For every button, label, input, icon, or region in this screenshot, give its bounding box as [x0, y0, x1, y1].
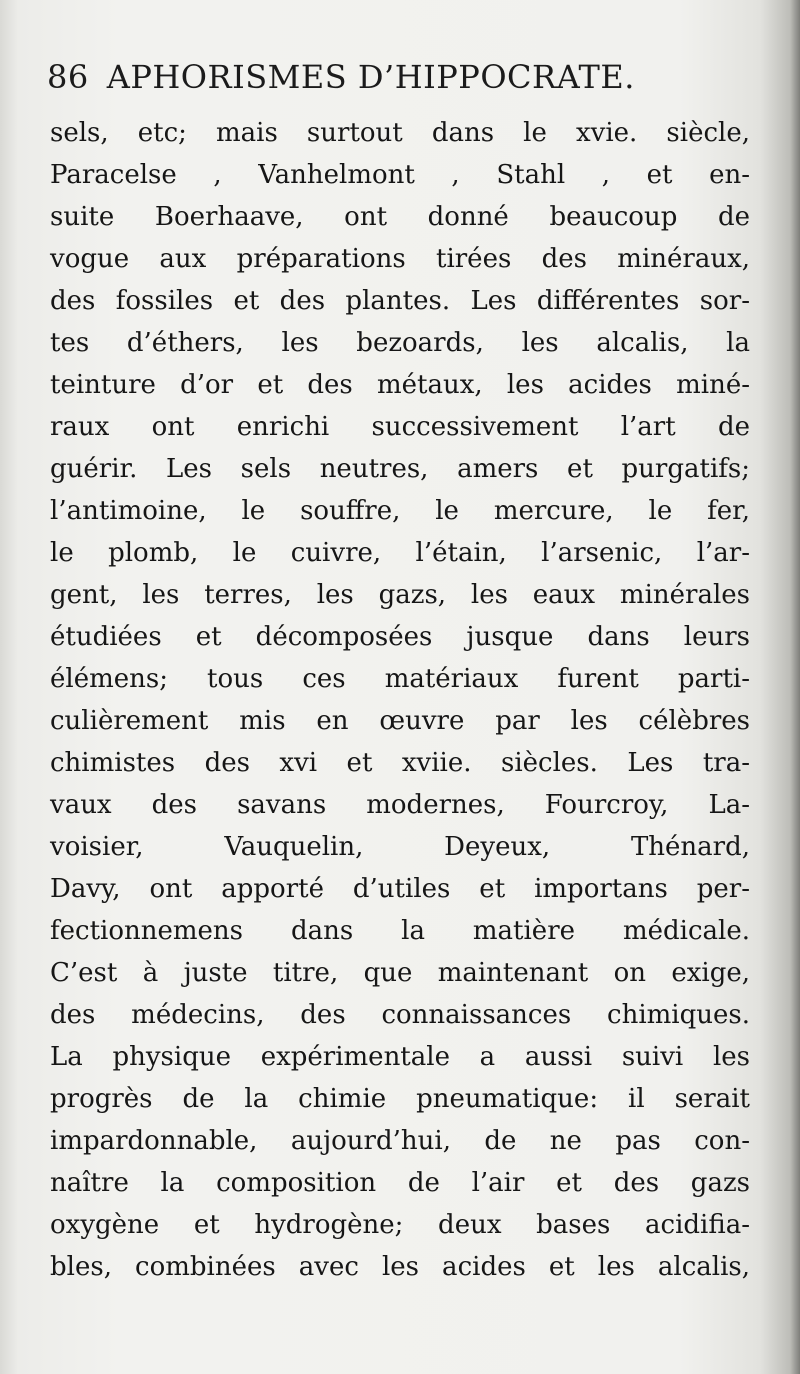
text-line: suite Boerhaave, ont donné beaucoup de	[50, 202, 750, 232]
running-title: APHORISMES D’HIPPOCRATE.	[106, 58, 635, 96]
text-line: teinture d’or et des métaux, les acides miné-	[50, 370, 750, 400]
text-line: progrès de la chimie pneumatique: il serait	[50, 1084, 750, 1114]
text-line: C’est à juste titre, que maintenant on exige,	[50, 958, 750, 988]
text-line: Davy, ont apporté d’utiles et importans per-	[50, 874, 750, 904]
body-text	[50, 112, 750, 1288]
text-line: fectionnemens dans la matière médicale.	[50, 916, 750, 946]
page-number: 86	[47, 58, 89, 96]
text-line: guérir. Les sels neutres, amers et purgatifs;	[50, 454, 750, 484]
running-header	[47, 58, 635, 96]
text-line: raux ont enrichi successivement l’art de	[50, 412, 750, 442]
text-line: naître la composition de l’air et des gazs	[50, 1168, 750, 1198]
text-line: gent, les terres, les gazs, les eaux minérales	[50, 580, 750, 610]
text-line: tes d’éthers, les bezoards, les alcalis, la	[50, 328, 750, 358]
text-line: des médecins, des connaissances chimiques.	[50, 1000, 750, 1030]
text-line: sels, etc; mais surtout dans le xvie. siècle,	[50, 118, 750, 148]
text-line: La physique expérimentale a aussi suivi les	[50, 1042, 750, 1072]
text-line: vogue aux préparations tirées des minéraux,	[50, 244, 750, 274]
text-line: des fossiles et des plantes. Les différentes sor-	[50, 286, 750, 316]
text-line: oxygène et hydrogène; deux bases acidifia-	[50, 1210, 750, 1240]
text-line: culièrement mis en œuvre par les célèbres	[50, 706, 750, 736]
text-line: vaux des savans modernes, Fourcroy, La-	[50, 790, 750, 820]
text-line: élémens; tous ces matériaux furent parti-	[50, 664, 750, 694]
text-line: bles, combinées avec les acides et les alcalis,	[50, 1252, 750, 1282]
text-line: étudiées et décomposées jusque dans leurs	[50, 622, 750, 652]
text-line: l’antimoine, le souffre, le mercure, le fer,	[50, 496, 750, 526]
text-line: le plomb, le cuivre, l’étain, l’arsenic, l’ar-	[50, 538, 750, 568]
text-line: voisier, Vauquelin, Deyeux, Thénard,	[50, 832, 750, 862]
text-line: impardonnable, aujourd’hui, de ne pas con-	[50, 1126, 750, 1156]
text-line: Paracelse , Vanhelmont , Stahl , et en-	[50, 160, 750, 190]
text-line: chimistes des xvi et xviie. siècles. Les tra-	[50, 748, 750, 778]
